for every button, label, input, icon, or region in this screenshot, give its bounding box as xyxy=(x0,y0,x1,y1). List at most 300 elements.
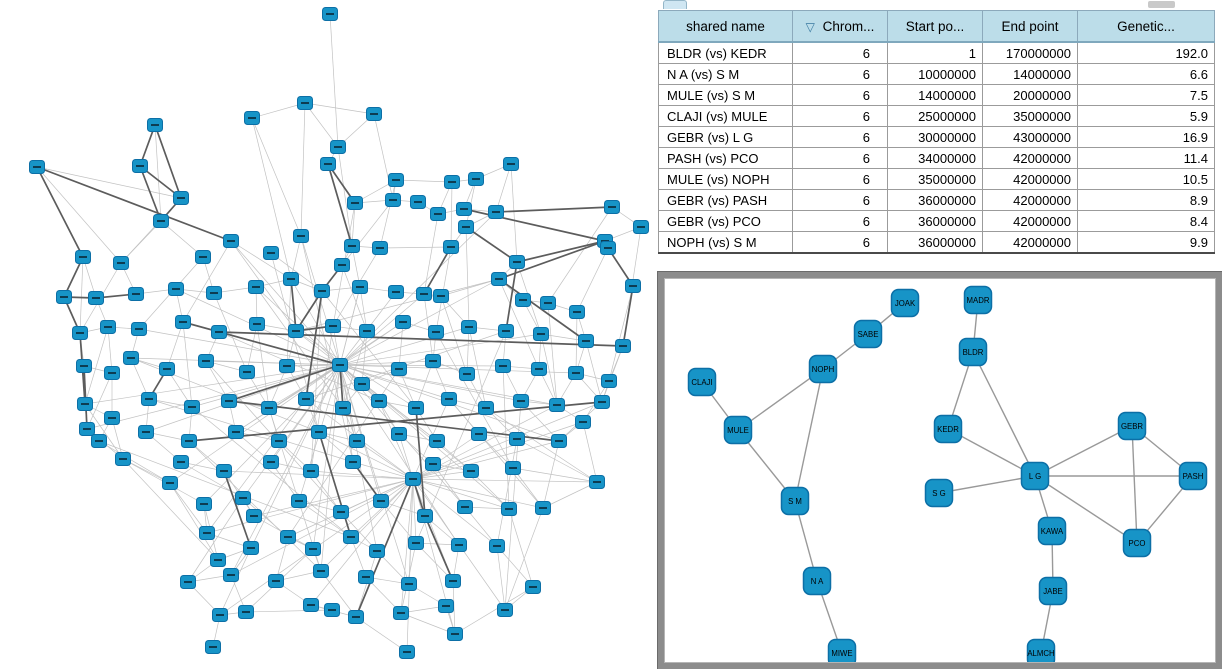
node-label-mark xyxy=(572,372,580,374)
network-edge xyxy=(425,516,453,581)
network-edge xyxy=(80,257,83,333)
node-label-mark xyxy=(329,325,337,327)
column-header-label: Genetic... xyxy=(1117,18,1175,34)
node-label-mark xyxy=(493,545,501,547)
network-edge xyxy=(219,332,623,346)
network-edge xyxy=(311,479,413,605)
network-edge xyxy=(407,479,413,652)
node-label-mark xyxy=(535,368,543,370)
node-label-mark xyxy=(465,326,473,328)
node-label-mark xyxy=(136,165,144,167)
node-label-mark xyxy=(239,497,247,499)
node-label-mark xyxy=(553,404,561,406)
overview-network-svg[interactable] xyxy=(665,279,1215,662)
node-label-mark xyxy=(135,328,143,330)
node-label-mark xyxy=(499,365,507,367)
node-label-mark xyxy=(555,440,563,442)
network-edge xyxy=(795,369,823,501)
node-label: ALMCH xyxy=(1027,648,1055,658)
node-label: BLDR xyxy=(962,347,984,357)
node-label-mark xyxy=(243,371,251,373)
table-row[interactable] xyxy=(659,85,1215,106)
node-label-mark xyxy=(598,401,606,403)
table-cell: 30000000 xyxy=(888,127,983,148)
table-row[interactable] xyxy=(659,64,1215,85)
node-label-mark xyxy=(475,433,483,435)
table-cell: 6 xyxy=(793,169,888,190)
node-label-mark xyxy=(184,581,192,583)
table-cell: 42000000 xyxy=(983,190,1078,211)
node-label: JOAK xyxy=(894,298,916,308)
node-label-mark xyxy=(505,508,513,510)
node-label-mark xyxy=(95,440,103,442)
network-edge xyxy=(183,322,192,407)
network-edge xyxy=(305,103,374,114)
node-label-mark xyxy=(353,440,361,442)
network-edge xyxy=(577,248,608,312)
node-label-mark xyxy=(397,612,405,614)
network-edge xyxy=(548,207,612,303)
node-label-mark xyxy=(248,117,256,119)
network-edge xyxy=(380,247,451,248)
table-cell: GEBR (vs) PASH xyxy=(659,190,793,211)
node-label-mark xyxy=(267,252,275,254)
node-label-mark xyxy=(292,330,300,332)
node-label-mark xyxy=(403,651,411,653)
table-header-row xyxy=(659,11,1215,43)
node-label-mark xyxy=(461,506,469,508)
column-header-shared-name[interactable] xyxy=(659,11,793,43)
node-label-mark xyxy=(448,181,456,183)
column-header-genetic[interactable] xyxy=(1078,11,1215,43)
node-label-mark xyxy=(573,311,581,313)
node-label-mark xyxy=(301,102,309,104)
node-label-mark xyxy=(399,321,407,323)
table-cell: 8.4 xyxy=(1078,211,1215,232)
node-label-mark xyxy=(172,288,180,290)
node-label-mark xyxy=(389,199,397,201)
node-label-mark xyxy=(81,403,89,405)
node-label-mark xyxy=(347,536,355,538)
node-label-mark xyxy=(328,609,336,611)
node-label-mark xyxy=(447,246,455,248)
network-edge xyxy=(609,286,633,381)
node-label-mark xyxy=(336,364,344,366)
node-label-mark xyxy=(83,428,91,430)
node-label-mark xyxy=(429,360,437,362)
network-edge xyxy=(583,422,597,482)
node-label-mark xyxy=(348,245,356,247)
node-label-mark xyxy=(132,293,140,295)
node-label-mark xyxy=(463,373,471,375)
table-cell: MULE (vs) NOPH xyxy=(659,169,793,190)
node-label-mark xyxy=(349,461,357,463)
node-label-mark xyxy=(434,213,442,215)
node-label: MADR xyxy=(966,295,990,305)
node-label-mark xyxy=(432,331,440,333)
node-label-mark xyxy=(501,609,509,611)
node-label-mark xyxy=(507,163,515,165)
network-edge xyxy=(467,327,469,374)
node-label-mark xyxy=(467,470,475,472)
node-label-mark xyxy=(373,550,381,552)
node-label-mark xyxy=(445,398,453,400)
node-label-mark xyxy=(209,646,217,648)
table-row[interactable] xyxy=(659,42,1215,64)
node-label-mark xyxy=(405,583,413,585)
attribute-browser-panel xyxy=(656,0,1222,266)
node-label-mark xyxy=(338,264,346,266)
node-label-mark xyxy=(247,547,255,549)
network-edge xyxy=(257,324,269,408)
network-edge xyxy=(623,286,633,346)
node-label-mark xyxy=(605,380,613,382)
table-body xyxy=(659,42,1215,253)
table-cell: N A (vs) S M xyxy=(659,64,793,85)
node-label-mark xyxy=(455,544,463,546)
node-label-mark xyxy=(188,406,196,408)
table-cell: BLDR (vs) KEDR xyxy=(659,42,793,64)
column-header-label: Chrom... xyxy=(822,18,875,34)
table-row[interactable] xyxy=(659,232,1215,254)
node-label-mark xyxy=(356,286,364,288)
table-cell: 6.6 xyxy=(1078,64,1215,85)
node-label-mark xyxy=(358,383,366,385)
node-label-mark xyxy=(582,340,590,342)
table-tab-stub[interactable] xyxy=(663,0,687,9)
network-edge xyxy=(231,241,291,279)
node-label-mark xyxy=(442,605,450,607)
network-edge xyxy=(441,296,467,374)
node-label-mark xyxy=(76,332,84,334)
node-label-mark xyxy=(214,559,222,561)
node-label: NOPH xyxy=(811,364,835,374)
node-label-mark xyxy=(117,262,125,264)
network-edge xyxy=(509,509,533,587)
node-label: N A xyxy=(810,576,824,586)
node-label-mark xyxy=(472,178,480,180)
node-label-mark xyxy=(302,398,310,400)
node-label-mark xyxy=(227,240,235,242)
node-label-mark xyxy=(363,330,371,332)
node-label-mark xyxy=(579,421,587,423)
table-cell: 6 xyxy=(793,232,888,254)
node-label-mark xyxy=(253,323,261,325)
node-label: SABE xyxy=(857,329,879,339)
network-edge xyxy=(321,479,413,571)
table-cell: 5.9 xyxy=(1078,106,1215,127)
table-cell: 6 xyxy=(793,106,888,127)
network-edge xyxy=(517,241,605,262)
node-label-mark xyxy=(529,586,537,588)
node-label-mark xyxy=(337,511,345,513)
node-label-mark xyxy=(451,633,459,635)
node-label-mark xyxy=(437,295,445,297)
column-header-label: Start po... xyxy=(905,18,965,34)
node-label-mark xyxy=(225,400,233,402)
node-label: GEBR xyxy=(1120,421,1144,431)
overview-network-canvas xyxy=(664,278,1216,663)
node-label: S G xyxy=(932,488,946,498)
node-label-mark xyxy=(377,500,385,502)
table-row[interactable] xyxy=(659,127,1215,148)
node-label-mark xyxy=(395,368,403,370)
table-cell: 9.9 xyxy=(1078,232,1215,254)
node-label-mark xyxy=(420,293,428,295)
node-label-mark xyxy=(460,208,468,210)
node-label-mark xyxy=(351,202,359,204)
table-cell: 6 xyxy=(793,211,888,232)
node-label-mark xyxy=(297,235,305,237)
node-label-mark xyxy=(637,226,645,228)
table-cell: 6 xyxy=(793,127,888,148)
table-row[interactable] xyxy=(659,106,1215,127)
node-label-mark xyxy=(537,333,545,335)
table-cell: 42000000 xyxy=(983,232,1078,254)
node-label-mark xyxy=(509,467,517,469)
node-label-mark xyxy=(482,407,490,409)
node-label-mark xyxy=(265,407,273,409)
node-label-mark xyxy=(166,482,174,484)
table-cell: 170000000 xyxy=(983,42,1078,64)
table-cell: 10.5 xyxy=(1078,169,1215,190)
network-edge xyxy=(396,180,452,182)
node-label-mark xyxy=(80,365,88,367)
node-label-mark xyxy=(339,407,347,409)
network-edge xyxy=(413,479,597,482)
table-cell: 1 xyxy=(888,42,983,64)
node-label-mark xyxy=(362,576,370,578)
table-cell: 35000000 xyxy=(888,169,983,190)
node-label-mark xyxy=(295,500,303,502)
node-label-mark xyxy=(179,321,187,323)
table-cell: GEBR (vs) L G xyxy=(659,127,793,148)
node-label-mark xyxy=(60,296,68,298)
column-header-chromosome[interactable] xyxy=(793,11,888,43)
node-label-mark xyxy=(92,297,100,299)
edge-attribute-table xyxy=(658,10,1215,254)
table-cell: 14000000 xyxy=(983,64,1078,85)
column-header-label: shared name xyxy=(686,18,765,34)
node-label-mark xyxy=(275,440,283,442)
table-cell: 14000000 xyxy=(888,85,983,106)
table-cell: 16.9 xyxy=(1078,127,1215,148)
node-label-mark xyxy=(414,201,422,203)
table-row[interactable] xyxy=(659,148,1215,169)
node-label-mark xyxy=(163,368,171,370)
node-label-mark xyxy=(108,417,116,419)
network-edge xyxy=(496,164,511,212)
node-label-mark xyxy=(210,292,218,294)
network-edge xyxy=(192,365,340,407)
node-label-mark xyxy=(283,365,291,367)
node-label-mark xyxy=(250,515,258,517)
node-label-mark xyxy=(429,463,437,465)
node-label-mark xyxy=(119,458,127,460)
node-label-mark xyxy=(157,220,165,222)
node-label-mark xyxy=(608,206,616,208)
node-label-mark xyxy=(227,574,235,576)
node-label-mark xyxy=(409,478,417,480)
network-edge xyxy=(576,312,577,373)
node-label-mark xyxy=(220,470,228,472)
network-edge xyxy=(399,322,403,369)
node-label-mark xyxy=(375,400,383,402)
node-label-mark xyxy=(145,398,153,400)
node-label-mark xyxy=(216,614,224,616)
node-label-mark xyxy=(315,431,323,433)
network-edge xyxy=(973,352,1035,476)
table-row[interactable] xyxy=(659,169,1215,190)
table-cell: 6 xyxy=(793,42,888,64)
table-cell: PASH (vs) PCO xyxy=(659,148,793,169)
node-label-mark xyxy=(199,256,207,258)
table-cell: 43000000 xyxy=(983,127,1078,148)
node-label: KEDR xyxy=(937,424,959,434)
node-label-mark xyxy=(108,372,116,374)
node-label: KAWA xyxy=(1040,526,1064,536)
network-edge xyxy=(466,227,469,327)
network-edge xyxy=(330,14,338,147)
node-label-mark xyxy=(203,532,211,534)
network-edge xyxy=(1035,426,1132,476)
node-label-mark xyxy=(513,261,521,263)
node-label: MULE xyxy=(727,425,749,435)
node-label-mark xyxy=(185,440,193,442)
network-edge xyxy=(319,432,351,537)
network-edge xyxy=(246,610,332,612)
table-cell: MULE (vs) S M xyxy=(659,85,793,106)
column-header-end-point[interactable] xyxy=(983,11,1078,43)
node-label-mark xyxy=(317,570,325,572)
node-label-mark xyxy=(104,326,112,328)
table-cell: 10000000 xyxy=(888,64,983,85)
node-label-mark xyxy=(324,163,332,165)
node-label: L G xyxy=(1028,471,1042,481)
node-label-mark xyxy=(433,440,441,442)
table-row[interactable] xyxy=(659,190,1215,211)
node-label-mark xyxy=(492,211,500,213)
table-cell: 35000000 xyxy=(983,106,1078,127)
node-label-mark xyxy=(376,247,384,249)
overview-network-panel xyxy=(658,272,1222,669)
node-label-mark xyxy=(326,13,334,15)
column-header-label: End point xyxy=(1001,18,1059,34)
node-label-mark xyxy=(593,481,601,483)
node-label: PASH xyxy=(1182,471,1204,481)
column-header-start-point[interactable] xyxy=(888,11,983,43)
network-edge xyxy=(939,476,1035,493)
table-cell: 25000000 xyxy=(888,106,983,127)
node-label-mark xyxy=(462,226,470,228)
network-edge xyxy=(511,164,517,262)
node-label-mark xyxy=(519,299,527,301)
network-edge xyxy=(1132,426,1137,543)
node-label-mark xyxy=(517,400,525,402)
node-label-mark xyxy=(309,548,317,550)
node-label-mark xyxy=(307,604,315,606)
node-label: S M xyxy=(788,496,802,506)
node-label-mark xyxy=(79,256,87,258)
network-edge xyxy=(543,482,597,508)
node-label-mark xyxy=(177,461,185,463)
network-edge xyxy=(170,483,218,560)
network-edge xyxy=(37,167,231,241)
node-label-mark xyxy=(267,461,275,463)
node-label-mark xyxy=(629,285,637,287)
node-label-mark xyxy=(307,470,315,472)
node-label-mark xyxy=(619,345,627,347)
node-label-mark xyxy=(142,431,150,433)
node-label-mark xyxy=(539,507,547,509)
table-cell: 192.0 xyxy=(1078,42,1215,64)
network-edge xyxy=(451,182,452,247)
node-label: PCO xyxy=(1128,538,1146,548)
node-label: JABE xyxy=(1043,586,1063,596)
node-label-mark xyxy=(287,278,295,280)
table-cell: 6 xyxy=(793,190,888,211)
table-cell: 36000000 xyxy=(888,211,983,232)
node-label-mark xyxy=(412,542,420,544)
node-label-mark xyxy=(232,431,240,433)
table-scrollbar-thumb[interactable] xyxy=(1148,1,1175,8)
node-label-mark xyxy=(392,291,400,293)
table-row[interactable] xyxy=(659,211,1215,232)
node-label-mark xyxy=(202,360,210,362)
node-label-mark xyxy=(392,179,400,181)
network-edge xyxy=(464,209,605,241)
filter-icon: ▽ xyxy=(805,19,815,34)
table-cell: 8.9 xyxy=(1078,190,1215,211)
table-cell: 20000000 xyxy=(983,85,1078,106)
node-label-mark xyxy=(544,302,552,304)
node-label-mark xyxy=(33,166,41,168)
network-edge xyxy=(231,241,340,365)
node-label-mark xyxy=(395,433,403,435)
node-label-mark xyxy=(272,580,280,582)
node-label-mark xyxy=(242,611,250,613)
table-cell: 6 xyxy=(793,64,888,85)
table-cell: GEBR (vs) PCO xyxy=(659,211,793,232)
network-edge xyxy=(301,103,305,236)
node-label-mark xyxy=(284,536,292,538)
table-cell: 34000000 xyxy=(888,148,983,169)
network-edge xyxy=(167,322,183,369)
table-cell: 42000000 xyxy=(983,169,1078,190)
table-cell: 11.4 xyxy=(1078,148,1215,169)
table-cell: 7.5 xyxy=(1078,85,1215,106)
node-label-mark xyxy=(127,357,135,359)
network-edge xyxy=(401,613,455,634)
node-label: MIWE xyxy=(831,648,853,658)
node-label-mark xyxy=(151,124,159,126)
node-label-mark xyxy=(604,247,612,249)
node-label-mark xyxy=(177,197,185,199)
table-cell: CLAJI (vs) MULE xyxy=(659,106,793,127)
network-edge xyxy=(224,471,251,548)
table-cell: 36000000 xyxy=(888,232,983,254)
node-label-mark xyxy=(252,286,260,288)
node-label-mark xyxy=(215,331,223,333)
table-cell: 6 xyxy=(793,148,888,169)
node-label-mark xyxy=(421,515,429,517)
table-cell: 42000000 xyxy=(983,211,1078,232)
node-label-mark xyxy=(495,278,503,280)
node-label-mark xyxy=(200,503,208,505)
node-label-mark xyxy=(449,580,457,582)
table-cell: NOPH (vs) S M xyxy=(659,232,793,254)
table-cell: 6 xyxy=(793,85,888,106)
